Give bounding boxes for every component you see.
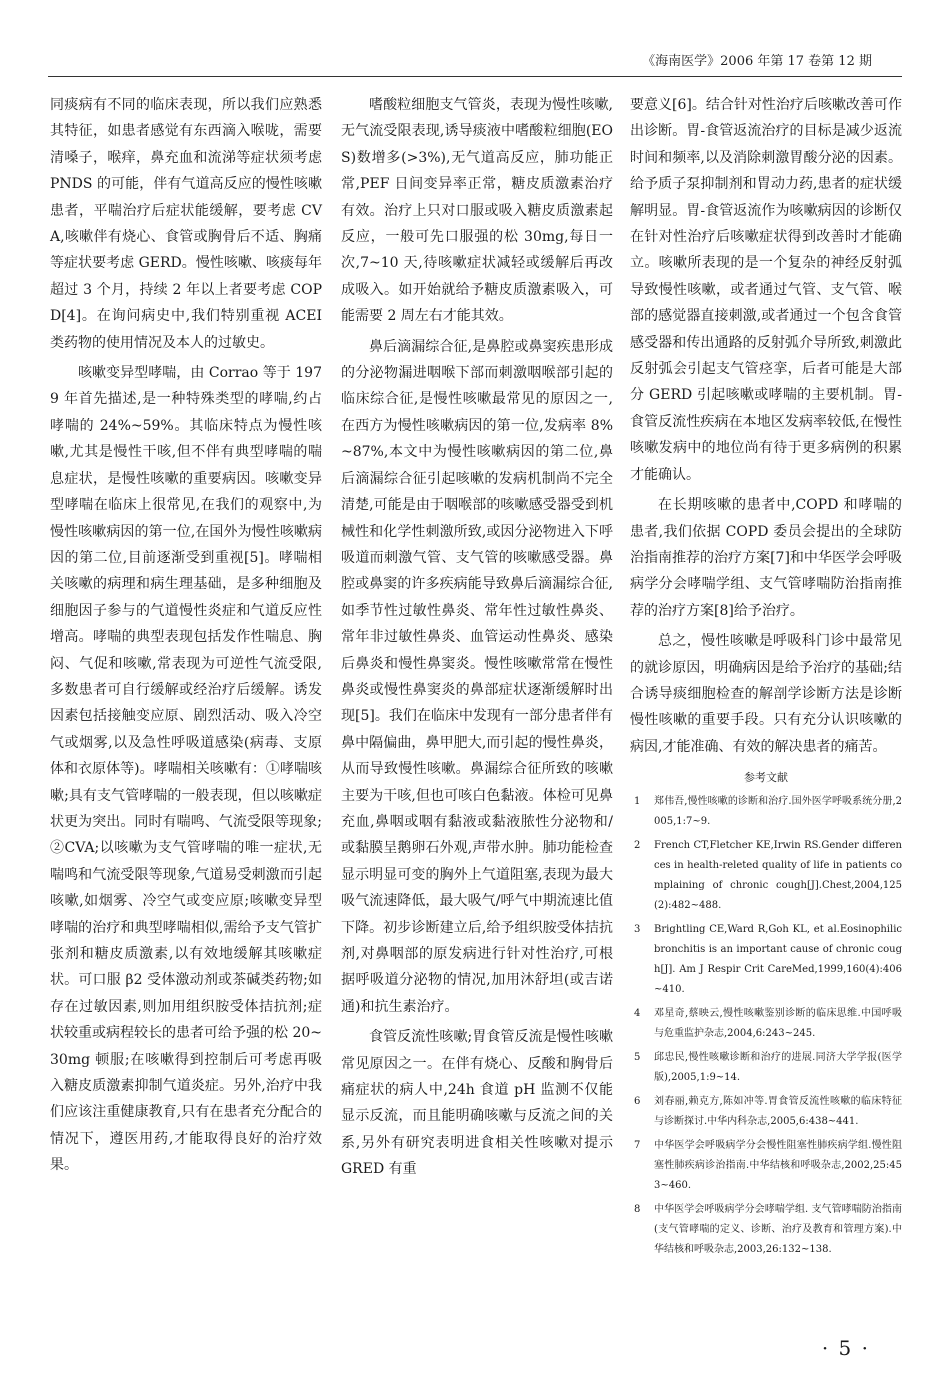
reference-number: 8 bbox=[634, 1204, 641, 1216]
paragraph: 咳嗽变异型哮喘，由 Corrao 等于 1979 年首先描述,是一种特殊类型的哮喘,约占哮喘的 24%~59%。其临床特点为慢性咳嗽,尤其是慢性干咳,但不伴有典型哮喘的喘息症状，是慢性咳嗽的重要病因。咳嗽变异型哮喘在临床上很常见,在我们的观察中,为慢性咳嗽病因的第一位,在国外为慢性咳嗽病因的第二位,目前逐渐受到重视[5]。哮喘相关咳嗽的病理和病生理基础，是多种细胞及细胞因子参与的气道慢性炎症和气道反应性增高。哮喘的典型表现包括发作性喘息、胸闷、气促和咳嗽,常表现为可逆性气流受限,多数患者可自行缓解或经治疗后缓解。诱发因素包括接触变应原、剧烈活动、吸入冷空气或烟雾,以及急性呼吸道感染(病毒、支原体和衣原体等)。哮喘相关咳嗽有：①哮喘咳嗽;具有支气管哮喘的一般表现，但以咳嗽症状更为突出。同时有喘鸣、气流受限等现象;②CVA;以咳嗽为支气管哮喘的唯一症状,无喘鸣和气流受限等现象,气道易受刺激而引起咳嗽,如烟雾、冷空气或变应原;咳嗽变异型哮喘的治疗和典型哮喘相似,需给予支气管扩张剂和糖皮质激素,以有效地缓解其咳嗽症状。可口服 β2 受体激动剂或茶碱类药物;如存在过敏因素,则加用组织胺受体拮抗剂;症状较重或病程较长的患者可给予强的松 20~30mg 顿服;在咳嗽得到控制后可考虑再吸入糖皮质激素抑制气道炎症。另外,治疗中我们应该注重健康教育,只有在患者充分配合的情况下，遵医用药,才能取得良好的治疗效果。 bbox=[50, 365, 322, 1174]
paragraph: 在长期咳嗽的患者中,COPD 和哮喘的患者,我们依据 COPD 委员会提出的全球防治指南推荐的治疗方案[7]和中华医学会呼吸病学分会哮喘学组、支气管哮喘防治指南推荐的治疗方案[8]给予治疗。 bbox=[630, 497, 902, 619]
running-header: 《海南医学》2006 年第 17 卷第 12 期 bbox=[642, 54, 872, 69]
page-number: · 5 · bbox=[821, 1336, 870, 1360]
column-1 bbox=[50, 92, 322, 1179]
reference-number: 2 bbox=[634, 840, 641, 852]
reference-number: 4 bbox=[634, 1008, 641, 1020]
reference-item bbox=[630, 1048, 902, 1088]
reference-text: 中华医学会呼吸病学分会哮喘学组. 支气管哮喘防治指南(支气管哮喘的定义、诊断、治疗及教育和管理方案).中华结核和呼吸杂志,2003,26:132~138. bbox=[654, 1204, 902, 1256]
reference-text: 邓星奇,蔡映云,慢性咳嗽鉴别诊断的临床思维.中国呼吸与危重监护杂志,2004,6:243~245. bbox=[654, 1008, 902, 1040]
reference-item bbox=[630, 920, 902, 1000]
reference-number: 1 bbox=[634, 796, 641, 808]
reference-text: 中华医学会呼吸病学分会慢性阻塞性肺疾病学组.慢性阻塞性肺疾病诊治指南.中华结核和呼吸杂志,2002,25:453~460. bbox=[654, 1140, 902, 1192]
header-rule bbox=[48, 76, 902, 77]
reference-item bbox=[630, 836, 902, 916]
column-3 bbox=[630, 92, 902, 1264]
reference-text: 刘春丽,赖克方,陈如冲等.胃食管反流性咳嗽的临床特征与诊断探讨.中华内科杂志,2005,6:438~441. bbox=[654, 1096, 902, 1128]
reference-item bbox=[630, 1004, 902, 1044]
paragraph: 同痰病有不同的临床表现，所以我们应熟悉其特征，如患者感觉有东西滴入喉咙，需要清嗓子，喉痒，鼻充血和流涕等症状须考虑 PNDS 的可能，伴有气道高反应的慢性咳嗽患者，平喘治疗后症状能缓解，要考虑 CVA,咳嗽伴有烧心、食管或胸骨后不适、胸痛等症状要考虑 GERD。慢性咳嗽、咳痰每年超过 3 个月，持续 2 年以上者要考虑 COPD[4]。在询问病史中,我们特别重视 ACEI 类药物的使用情况及本人的过敏史。 bbox=[50, 97, 322, 351]
reference-number: 3 bbox=[634, 924, 641, 936]
reference-item bbox=[630, 1200, 902, 1260]
paragraph: 要意义[6]。结合针对性治疗后咳嗽改善可作出诊断。胃-食管返流治疗的目标是减少返流时间和频率,以及消除刺激胃酸分泌的因素。给予质子泵抑制剂和胃动力药,患者的症状缓解明显。胃-食管返流作为咳嗽病因的诊断仅在针对性治疗后咳嗽症状得到改善时才能确立。咳嗽所表现的是一个复杂的神经反射弧导致慢性咳嗽，或者通过气管、支气管、喉部的感觉器直接刺激,或者通过一个包含食管感受器和传出通路的反射弧介导所致,刺激此反射弧会引起支气管痉挛，后者可能是大部分 GERD 引起咳嗽或哮喘的主要机制。胃-食管反流性疾病在本地区发病率较低,在慢性咳嗽发病中的地位尚有待于更多病例的积累才能确认。 bbox=[630, 97, 902, 483]
reference-item bbox=[630, 1136, 902, 1196]
reference-number: 7 bbox=[634, 1140, 641, 1152]
references-title: 参考文献 bbox=[744, 771, 788, 785]
reference-number: 5 bbox=[634, 1052, 641, 1064]
paragraph: 嗜酸粒细胞支气管炎，表现为慢性咳嗽,无气流受限表现,诱导痰液中嗜酸粒细胞(EOS)数增多(>3%),无气道高反应，肺功能正常,PEF 日间变异率正常，糖皮质激素治疗有效。治疗上只对口服或吸入糖皮质激素起反应，一般可先口服强的松 30mg,每日一次,7~10 天,待咳嗽症状减轻或缓解后再改成吸入。如开始就给予糖皮质激素吸入，可能需要 2 周左右才能其效。 bbox=[341, 97, 613, 325]
reference-text: French CT,Fletcher KE,Irwin RS.Gender differences in health-releted quality of life in patients complaining of chronic cough[J].Chest,2004,125(2):482~488. bbox=[654, 840, 902, 912]
paragraph: 总之，慢性咳嗽是呼吸科门诊中最常见的就诊原因，明确病因是给予治疗的基础;结合诱导痰细胞检查的解剖学诊断方法是诊断慢性咳嗽的重要手段。只有充分认识咳嗽的病因,才能准确、有效的解决患者的痛苦。 bbox=[630, 633, 902, 755]
reference-text: 郑伟吾,慢性咳嗽的诊断和治疗.国外医学呼吸系统分册,2005,1:7~9. bbox=[654, 796, 902, 828]
reference-item bbox=[630, 1092, 902, 1132]
reference-item bbox=[630, 792, 902, 832]
reference-text: Brightling CE,Ward R,Goh KL, et al.Eosinophilic bronchitis is an important cause of chronic cough[J]. Am J Respir Crit CareMed,1999,160(4):406~410. bbox=[654, 924, 902, 996]
reference-number: 6 bbox=[634, 1096, 641, 1108]
references-list bbox=[630, 792, 902, 1260]
column-2 bbox=[341, 92, 613, 1183]
paragraph: 鼻后滴漏综合征,是鼻腔或鼻窦疾患形成的分泌物漏进咽喉下部而刺激咽喉部引起的临床综合征,是慢性咳嗽最常见的原因之一,在西方为慢性咳嗽病因的第一位,发病率 8%~87%,本文中为慢性咳嗽病因的第二位,鼻后滴漏综合征引起咳嗽的发病机制尚不完全清楚,可能是由于咽喉部的咳嗽感受器受到机械性和化学性刺激所致,或因分泌物进入下呼吸道而刺激气管、支气管的咳嗽感受器。鼻腔或鼻窦的许多疾病能导致鼻后滴漏综合征,如季节性过敏性鼻炎、常年性过敏性鼻炎、常年非过敏性鼻炎、血管运动性鼻炎、感染后鼻炎和慢性鼻窦炎。慢性咳嗽常常在慢性鼻炎或慢性鼻窦炎的鼻部症状逐渐缓解时出现[5]。我们在临床中发现有一部分患者伴有鼻中隔偏曲，鼻甲肥大,而引起的慢性鼻炎，从而导致慢性咳嗽。鼻漏综合征所致的咳嗽主要为干咳,但也可咳白色黏液。体检可见鼻充血,鼻咽或咽有黏液或黏液脓性分泌物和/或黏膜呈鹅卵石外观,声带水肿。肺功能检查显示明显可变的胸外上气道阻塞,表现为最大吸气流速降低，最大吸气/呼气中期流速比值下降。初步诊断建立后,给予组织胺受体拮抗剂,对鼻咽部的原发病进行针对性治疗,可根据呼吸道分泌物的情况,加用沐舒坦(或吉诺通)和抗生素治疗。 bbox=[341, 338, 613, 1015]
paragraph: 食管反流性咳嗽;胃食管反流是慢性咳嗽常见原因之一。在伴有烧心、反酸和胸骨后痛症状的病人中,24h 食道 pH 监测不仅能显示反流，而且能明确咳嗽与反流之间的关系,另外有研究表明进食相关性咳嗽对提示 GRED 有重 bbox=[341, 1029, 613, 1178]
reference-text: 邱忠民,慢性咳嗽诊断和治疗的进展.同济大学学报(医学版),2005,1:9~14. bbox=[654, 1052, 902, 1084]
